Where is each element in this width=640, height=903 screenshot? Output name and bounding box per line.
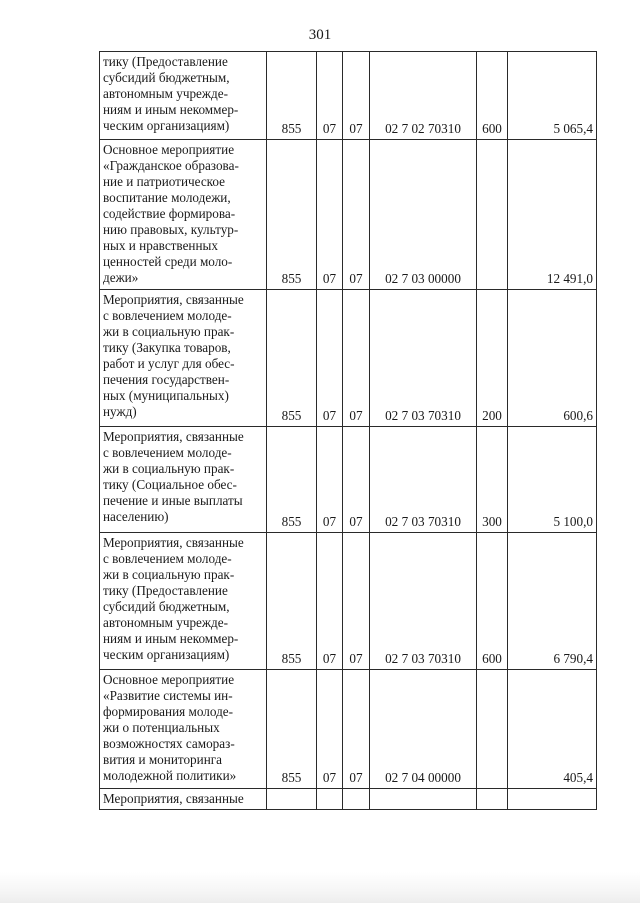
ministry-code-cell: 855 [267, 290, 317, 427]
expense-name-line: возможностях самораз- [103, 736, 235, 751]
target-article-cell: 02 7 03 70310 [370, 427, 477, 533]
expense-name-line: молодежной политики» [103, 768, 237, 783]
expense-name-cell [100, 670, 267, 789]
expense-name-line: работ и услуг для обес- [103, 356, 235, 371]
expense-type-cell [477, 789, 508, 810]
page-number: 301 [308, 27, 332, 43]
expense-name-line: содействие формирова- [103, 206, 236, 221]
expense-name-cell [100, 789, 267, 810]
target-article-cell: 02 7 03 70310 [370, 290, 477, 427]
expense-name-cell [100, 533, 267, 670]
ministry-code-cell: 855 [267, 533, 317, 670]
section-code-cell: 07 [317, 533, 343, 670]
ministry-code-cell: 855 [267, 670, 317, 789]
budget-table-body [100, 52, 597, 810]
ministry-code-cell: 855 [267, 52, 317, 140]
expense-name-line: ных (муниципальных) [103, 388, 229, 403]
amount-cell: 6 790,4 [508, 533, 597, 670]
expense-name-line: формирования молоде- [103, 704, 234, 719]
amount-cell: 5 100,0 [508, 427, 597, 533]
expense-name-line: субсидий бюджетным, [103, 70, 230, 85]
expense-name-line: воспитание молодежи, [103, 190, 231, 205]
ministry-code-cell: 855 [267, 427, 317, 533]
target-article-cell: 02 7 02 70310 [370, 52, 477, 140]
expense-name-line: жи в социальную прак- [103, 567, 235, 582]
table-row [100, 427, 597, 533]
section-code-cell: 07 [317, 427, 343, 533]
expense-name-line: ных и нравственных [103, 238, 219, 253]
target-article-cell: 02 7 03 00000 [370, 140, 477, 290]
expense-name-line: Мероприятия, связанные [103, 535, 244, 550]
expense-type-cell [477, 140, 508, 290]
expense-name-line: с вовлечением молоде- [103, 445, 232, 460]
subsection-code-cell: 07 [343, 290, 370, 427]
amount-cell [508, 789, 597, 810]
target-article-cell: 02 7 04 00000 [370, 670, 477, 789]
section-code-cell [317, 789, 343, 810]
expense-name-line: Основное мероприятие [103, 142, 235, 157]
expense-name-line: ниям и иным некоммер- [103, 631, 239, 646]
expense-type-cell: 300 [477, 427, 508, 533]
section-code-cell: 07 [317, 140, 343, 290]
expense-type-cell [477, 670, 508, 789]
expense-name-line: ние и патриотическое [103, 174, 226, 189]
table-row-partial [100, 789, 597, 810]
expense-name-line: ценностей среди моло- [103, 254, 233, 269]
scan-bottom-shade [0, 872, 640, 903]
expense-name-line: Мероприятия, связанные [103, 292, 244, 307]
subsection-code-cell [343, 789, 370, 810]
expense-name-line: тику (Социальное обес- [103, 477, 237, 492]
expense-name-cell [100, 290, 267, 427]
table-row [100, 140, 597, 290]
section-code-cell: 07 [317, 670, 343, 789]
expense-name-line: автономным учрежде- [103, 86, 228, 101]
expense-name-line: Основное мероприятие [103, 672, 235, 687]
expense-name-line: печения государствен- [103, 372, 230, 387]
expense-name-cell [100, 52, 267, 140]
section-code-cell: 07 [317, 290, 343, 427]
expense-type-cell: 200 [477, 290, 508, 427]
expense-name-cell [100, 140, 267, 290]
expense-name-line: нужд) [103, 404, 137, 419]
expense-name-line: «Гражданское образова- [103, 158, 239, 173]
expense-name-line: населению) [103, 509, 169, 524]
amount-cell: 12 491,0 [508, 140, 597, 290]
expense-name-line: тику (Закупка товаров, [103, 340, 231, 355]
expense-name-line: тику (Предоставление [103, 583, 228, 598]
ministry-code-cell: 855 [267, 140, 317, 290]
expense-type-cell: 600 [477, 533, 508, 670]
expense-name-line: субсидий бюджетным, [103, 599, 230, 614]
amount-cell: 600,6 [508, 290, 597, 427]
expense-name-line: дежи» [103, 270, 139, 285]
expense-name-line: с вовлечением молоде- [103, 551, 232, 566]
expense-name-line: ниям и иным некоммер- [103, 102, 239, 117]
subsection-code-cell: 07 [343, 140, 370, 290]
ministry-code-cell [267, 789, 317, 810]
table-row [100, 52, 597, 140]
subsection-code-cell: 07 [343, 52, 370, 140]
expense-type-cell: 600 [477, 52, 508, 140]
expense-name-line: с вовлечением молоде- [103, 308, 232, 323]
expense-name-line: Мероприятия, связанные [103, 429, 244, 444]
subsection-code-cell: 07 [343, 533, 370, 670]
subsection-code-cell: 07 [343, 670, 370, 789]
expense-name-cell [100, 427, 267, 533]
expense-name-line: автономным учрежде- [103, 615, 228, 630]
amount-cell: 405,4 [508, 670, 597, 789]
section-code-cell: 07 [317, 52, 343, 140]
table-row [100, 290, 597, 427]
target-article-cell [370, 789, 477, 810]
target-article-cell: 02 7 03 70310 [370, 533, 477, 670]
expense-name-line: печение и иные выплаты [103, 493, 243, 508]
budget-table [99, 51, 597, 810]
amount-cell: 5 065,4 [508, 52, 597, 140]
expense-name-line: «Развитие системы ин- [103, 688, 233, 703]
table-row [100, 533, 597, 670]
expense-name-line: жи в социальную прак- [103, 461, 235, 476]
expense-name-line: Мероприятия, связанные [103, 791, 244, 806]
expense-name-line: ческим организациям) [103, 118, 230, 133]
expense-name-line: ческим организациям) [103, 647, 230, 662]
expense-name-line: вития и мониторинга [103, 752, 223, 767]
expense-name-line: нию правовых, культур- [103, 222, 239, 237]
expense-name-line: тику (Предоставление [103, 54, 228, 69]
expense-name-line: жи в социальную прак- [103, 324, 235, 339]
expense-name-line: жи о потенциальных [103, 720, 220, 735]
table-row [100, 670, 597, 789]
subsection-code-cell: 07 [343, 427, 370, 533]
